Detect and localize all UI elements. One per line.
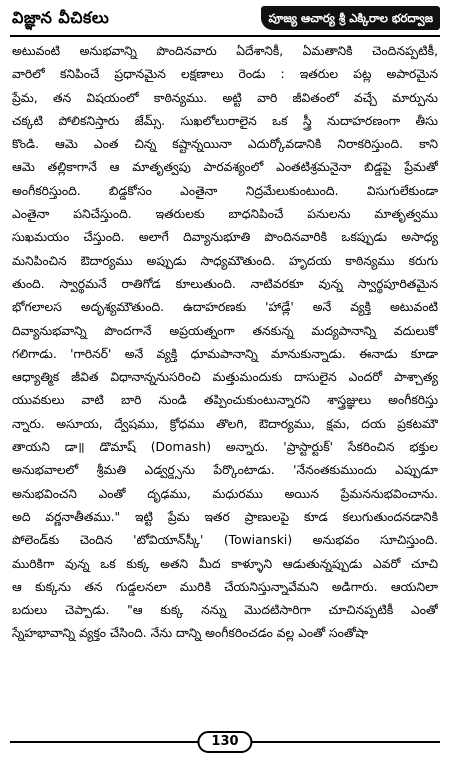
text-line: న్నారు. అసూయ, ద్వేషము, క్రోధము తొలగి, ఔదార్యము, క్షమ, దయ ప్రకటమౌ xyxy=(12,416,438,431)
text-line: అటువంటి అనుభవాన్ని పొందినవారు ఏదేశానికీ, ఏమతానికి చెందినప్పటికీ, xyxy=(12,44,438,58)
text-line: ఆ కుక్కను తన గుడ్డలనలా మురికి చేయనిస్తున్నావేమని అడిగారు. ఆయనిలా xyxy=(12,579,438,594)
text-line: ప్రేమ, తన విషయంలో కాఠిన్యము. అట్టి వారి జీవితంలో వచ్చే మార్పును xyxy=(12,90,438,105)
text-line: మనిపించిన ఔదార్యము అప్పుడు సాధ్యమౌతుంది. హృదయ కాఠిన్యము కరుగు xyxy=(12,253,438,268)
text-line: ఆమె తల్లికాగానే ఆ మాతృత్వపు పారవశ్యంలో ఎంతటిశ్రమనైనా బిడ్డపై ప్రేమతో xyxy=(12,160,438,175)
text-line: పోలెండ్‌కు చెందిన 'టోవియాన్‌స్కీ' (Towianski) అనుభవం సూచిస్తుంది. xyxy=(12,533,438,548)
text-line: యువకులు వాటి బారి నుండి తప్పించుకుంటున్నారని శాస్త్రజ్ఞులు అంగీకరిస్తు xyxy=(12,393,438,408)
text-line: అంగీకరిస్తుంది. బిడ్డకోసం ఎంతైనా నిద్రమేలుకుంటుంది. విసుగులేకుండా xyxy=(12,183,438,198)
text-line: ఆధ్యాత్మిక జీవిత విధానాన్ననుసరించి మత్తుమందుకు దాసులైన ఎందరో పాశ్చాత్య xyxy=(12,370,438,385)
text-line: బదులు చెప్పాడు. "ఆ కుక్క నన్ను మొదటిసారిగా చూచినప్పటికీ ఎంతో xyxy=(12,603,438,618)
text-line: చక్కటి పోలికనిస్తారు జేమ్స్. సుఖలోలురాలైన ఒక స్త్రీ నుదాహరణంగా తీసు xyxy=(12,113,438,128)
text-line: స్నేహభావాన్ని వ్యక్తం చేసింది. నేను దాన్ని అంగీకరించడం వల్ల ఎంతో సంతోషా xyxy=(12,626,369,641)
text-line: అనుభవాలలో శ్రీమతి ఎడ్వర్డ్సను పేర్కొంటాడు. 'నేనంతకుముందు ఎప్పుడూ xyxy=(12,463,438,478)
body-text xyxy=(12,40,438,646)
text-line: ఎంతైనా పనిచేస్తుంది. ఇతరులకు బాధనిపించే పనులను మాతృత్వము xyxy=(12,207,438,222)
text-line: తాయని డా॥ డొమాష్ (Domash) అన్నారు. 'ప్రాస్టార్టుక్' సేకరించిన భక్తుల xyxy=(12,440,438,455)
text-line: భోగలాలస అదృశ్యమౌతుంది. ఉదాహరణకు 'హాడ్లే' అనే వ్యక్తి అటువంటి xyxy=(12,300,438,315)
text-line: తుంది. స్వార్థమనే రాతిగోడ కూలుతుంది. నాటివరకూ వున్న స్వార్థపూరితమైన xyxy=(12,276,438,291)
text-line: అది వర్ణనాతీతము." ఇట్టి ప్రేమ ఇతర ప్రాణులపై కూడ కలుగుతుందనడానికి xyxy=(12,509,438,524)
book-title: విజ్ఞాన వీచికలు xyxy=(12,8,110,27)
text-line: దివ్యానుభవాన్ని పొందగానే అప్రయత్నంగా తనకున్న మద్యపానాన్ని వదులుకో xyxy=(12,323,438,338)
page-number: 130 xyxy=(197,731,252,753)
text-line: కొండి. ఆమె ఎంత చిన్న కష్టాన్నయినా ఎదుర్కోవడానికి నిరాకరిస్తుంది. కాని xyxy=(12,137,438,152)
text-line: సుఖమయం చేస్తుంది. అలాగే దివ్యానుభూతి పొందినవారికి ఒకప్పుడు అసాధ్య xyxy=(12,230,438,245)
text-line: అనుభవించని ఎంతో దృఢము, మధురము అయిన ప్రేమననుభవించాను. xyxy=(12,486,438,501)
text-line: వారిలో కనిపించే ప్రధానమైన లక్షణాలు రెండు : ఇతరుల పట్ల అపారమైన xyxy=(12,67,438,82)
page-footer xyxy=(10,731,440,753)
header-rule xyxy=(10,35,440,37)
text-line: మురికిగా వున్న ఒక కుక్క అతని మీద కాళ్ళూని ఆడుతున్నప్పుడు ఎవరో చూచి xyxy=(12,556,438,571)
author-banner: పూజ్య ఆచార్య శ్రీ ఎక్కిరాల భరద్వాజ xyxy=(261,6,440,30)
page-header xyxy=(10,6,440,34)
text-line: గలిగాడు. 'గారినర్' అనే వ్యక్తి ధూమపానాన్ని మానుకున్నాడు. ఈనాడు కూడా xyxy=(12,346,438,361)
